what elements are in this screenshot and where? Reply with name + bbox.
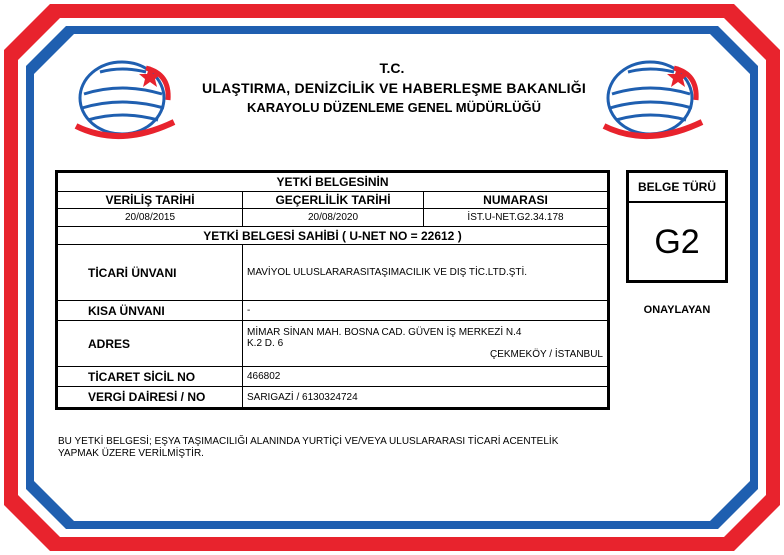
document-type-box — [626, 170, 728, 283]
address-label: ADRES — [57, 321, 243, 367]
certificate-table — [55, 170, 610, 410]
footer-note-line2: YAPMAK ÜZERE VERİLMİŞTİR. — [58, 448, 204, 459]
registry-value: 466802 — [243, 367, 609, 387]
footer-note-line1: BU YETKİ BELGESİ; EŞYA TAŞIMACILIĞI ALANINDA YURTİÇİ VE/VEYA ULUSLARARASI TİCARİ ACENTELİK — [58, 436, 559, 447]
document-type-heading: BELGE TÜRÜ — [629, 173, 725, 203]
certificate-number-value: İST.U-NET.G2.34.178 — [424, 209, 609, 227]
header-ministry: ULAŞTIRMA, DENİZCİLİK VE HABERLEŞME BAKANLIĞI — [202, 80, 586, 96]
footer-note — [58, 436, 598, 460]
tax-label: VERGİ DAİRESİ / NO — [57, 387, 243, 409]
certificate-title: YETKİ BELGESİNİN — [57, 172, 609, 192]
address-city: ÇEKMEKÖY / İSTANBUL — [490, 349, 603, 360]
tax-value: SARIGAZİ / 6130324724 — [243, 387, 609, 409]
validity-date-value: 20/08/2020 — [243, 209, 424, 227]
registry-label: TİCARET SİCİL NO — [57, 367, 243, 387]
header-tc: T.C. — [379, 60, 405, 76]
address-value — [243, 321, 609, 367]
header-directorate: KARAYOLU DÜZENLEME GENEL MÜDÜRLÜĞÜ — [247, 100, 541, 115]
trade-name-value: MAVİYOL ULUSLARARASITAŞIMACILIK VE DIŞ TİC.LTD.ŞTİ. — [243, 245, 609, 301]
short-name-value: - — [243, 301, 609, 321]
issue-date-header: VERİLİŞ TARİHİ — [57, 192, 243, 209]
issue-date-value: 20/08/2015 — [57, 209, 243, 227]
address-line1: MİMAR SİNAN MAH. BOSNA CAD. GÜVEN İŞ MERKEZİ N.4 — [247, 327, 522, 338]
approval-label: ONAYLAYAN — [643, 304, 711, 316]
address-line2: K.2 D. 6 — [247, 338, 284, 349]
trade-name-label: TİCARİ ÜNVANI — [57, 245, 243, 301]
short-name-label: KISA ÜNVANI — [57, 301, 243, 321]
number-header: NUMARASI — [424, 192, 609, 209]
holder-heading: YETKİ BELGESİ SAHİBİ ( U-NET NO = 22612 ) — [57, 227, 609, 245]
document-type-code: G2 — [654, 223, 700, 261]
validity-date-header: GEÇERLİLİK TARİHİ — [243, 192, 424, 209]
